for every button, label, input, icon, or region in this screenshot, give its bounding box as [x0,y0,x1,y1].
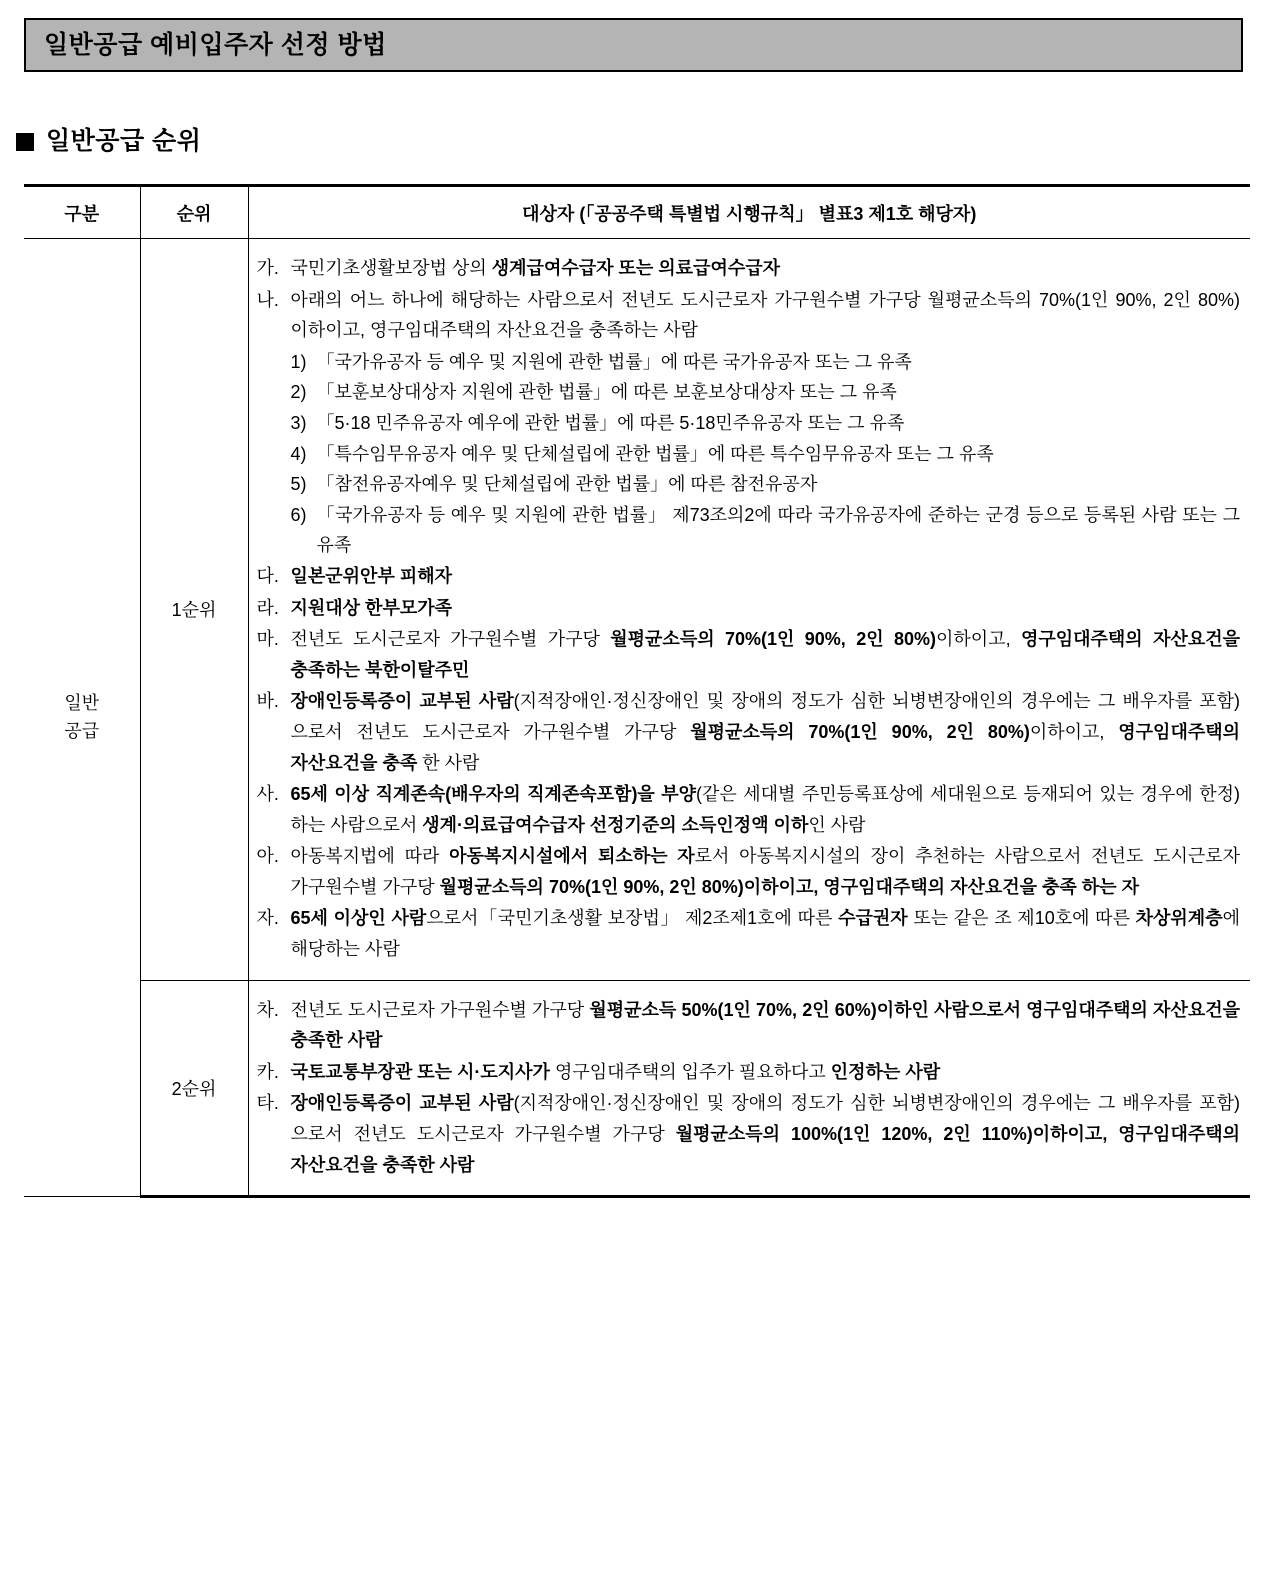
clause-text: 국민기초생활보장법 상의 생계급여수급자 또는 의료급여수급자 [290,258,780,278]
column-header-division: 구분 [24,186,140,239]
subclause-text: 「5·18 민주유공자 예우에 관한 법률」에 따른 5·18민주유공자 또는 그 유족 [316,412,905,433]
section-heading [16,129,201,154]
clause-text: 장애인등록증이 교부된 사람(지적장애인·정신장애인 및 장애의 정도가 심한 뇌병변장애인의 경우에는 그 배우자를 포함)으로서 전년도 도시근로자 가구원수별 가구당 월평균소득의 100%(1인 120%, 2인 110%)이하이고, 영구임대주택의 자산요건을 충족한 사람 [290,1093,1240,1175]
subclause-item [291,439,1241,470]
clause-item [257,841,1241,902]
clause-item [257,624,1241,685]
clause-marker: 아. [256,846,279,867]
clause-list-rank-2 [257,995,1241,1181]
clause-marker: 라. [256,597,279,618]
cell-target-rank-2 [248,980,1250,1197]
clause-marker: 자. [256,908,279,929]
subclause-text: 「국가유공자 등 예우 및 지원에 관한 법률」에 따른 국가유공자 또는 그 유족 [316,351,912,372]
clause-list-rank-1 [257,253,1241,965]
clause-marker: 가. [256,258,279,278]
clause-marker: 마. [256,629,279,650]
subclause-marker: 4) [290,443,307,464]
clause-item [257,995,1241,1056]
clause-item [257,1088,1241,1180]
cell-division-label [24,239,140,1197]
table-header-row [24,186,1250,239]
subclause-marker: 3) [290,412,307,433]
clause-text: 65세 이상 직계존속(배우자의 직계존속포함)을 부양(같은 세대별 주민등록표상에 세대원으로 등재되어 있는 경우에 한정)하는 사람으로서 생계·의료급여수급자 선정기준의 소득인정액 이하인 사람 [290,784,1240,835]
clause-text: 장애인등록증이 교부된 사람(지적장애인·정신장애인 및 장애의 정도가 심한 뇌병변장애인의 경우에는 그 배우자를 포함)으로서 전년도 도시근로자 가구원수별 가구당 월평균소득의 70%(1인 90%, 2인 80%)이하이고, 영구임대주택의 자산요건을 충족 한 사람 [290,691,1240,773]
clause-item [257,253,1241,284]
clause-marker: 다. [256,565,279,586]
subclause-marker: 5) [290,474,307,495]
division-label-line-1: 일반 [64,692,100,713]
clause-item [257,285,1241,346]
subclause-list [257,347,1241,561]
subclause-item [291,469,1241,500]
clause-text: 전년도 도시근로자 가구원수별 가구당 월평균소득 50%(1인 70%, 2인 60%)이하인 사람으로서 영구임대주택의 자산요건을 충족한 사람 [290,999,1240,1051]
subclause-marker: 2) [290,382,307,403]
subclause-text: 「특수임무유공자 예우 및 단체설립에 관한 법률」에 따른 특수임무유공자 또는 그 유족 [316,443,994,464]
filled-square-icon [16,133,34,151]
table-header [24,186,1250,239]
subclause-item [291,377,1241,408]
clause-marker: 바. [256,691,279,712]
page-title: 일반공급 예비입주자 선정 방법 [44,30,387,59]
subclause-text: 「참전유공자예우 및 단체설립에 관한 법률」에 따른 참전유공자 [316,474,818,495]
subclause-text: 「보훈보상대상자 지원에 관한 법률」에 따른 보훈보상대상자 또는 그 유족 [316,382,897,403]
subclause-text: 「국가유공자 등 예우 및 지원에 관한 법률」 제73조의2에 따라 국가유공자에 준하는 군경 등으로 등록된 사람 또는 그 유족 [316,504,1240,556]
table-row-rank-1 [24,239,1250,981]
subclause-item [291,500,1241,561]
subclause-marker: 1) [290,351,307,372]
general-supply-rank-table [24,184,1250,1198]
column-header-rank: 순위 [140,186,248,239]
clause-marker: 사. [256,784,279,805]
clause-text: 지원대상 한부모가족 [290,597,452,618]
clause-marker: 카. [256,1061,279,1082]
clause-item [257,779,1241,840]
subclause-item [291,408,1241,439]
clause-marker: 타. [256,1093,279,1114]
cell-target-rank-1 [248,239,1250,981]
clause-item [257,561,1241,592]
clause-item [257,686,1241,778]
table-body [24,239,1250,1197]
clause-text: 65세 이상인 사람으로서「국민기초생활 보장법」 제2조제1호에 따른 수급권자 또는 같은 조 제10호에 따른 차상위계층에 해당하는 사람 [290,908,1240,960]
clause-item [257,593,1241,624]
clause-item [257,1057,1241,1088]
clause-text: 전년도 도시근로자 가구원수별 가구당 월평균소득의 70%(1인 90%, 2인 80%)이하이고, 영구임대주택의 자산요건을 충족하는 북한이탈주민 [290,629,1241,680]
subclause-marker: 6) [290,504,307,525]
clause-text: 아동복지법에 따라 아동복지시설에서 퇴소하는 자로서 아동복지시설의 장이 추천하는 사람으로서 전년도 도시근로자 가구원수별 가구당 월평균소득의 70%(1인 90%, 2인 80%)이하이고, 영구임대주택의 자산요건을 충족 하는 자 [290,846,1241,897]
cell-rank-1: 1순위 [140,239,248,981]
subclause-item [291,347,1241,378]
section-heading-label: 일반공급 순위 [46,127,202,155]
clause-text: 국토교통부장관 또는 시·도지사가 영구임대주택의 입주가 필요하다고 인정하는 사람 [290,1061,941,1082]
clause-text: 일본군위안부 피해자 [290,565,452,586]
clause-text: 아래의 어느 하나에 해당하는 사람으로서 전년도 도시근로자 가구원수별 가구당 월평균소득의 70%(1인 90%, 2인 80%)이하이고, 영구임대주택의 자산요건을 충족하는 사람 [290,289,1240,341]
column-header-target: 대상자 (「공공주택 특별법 시행규칙」 별표3 제1호 해당자) [248,186,1250,239]
table-row-rank-2 [24,980,1250,1197]
clause-marker: 차. [256,999,279,1020]
cell-rank-2: 2순위 [140,980,248,1197]
clause-item [257,903,1241,964]
clause-marker: 나. [256,289,279,310]
title-banner [24,18,1243,72]
division-label-line-2: 공급 [64,720,100,741]
